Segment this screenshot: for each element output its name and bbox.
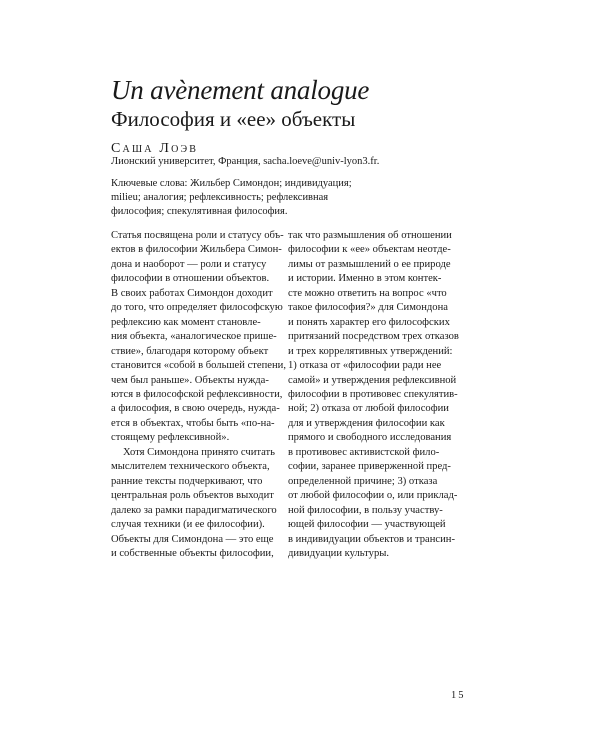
body-line: философии к «ее» объектам неотде- xyxy=(288,244,451,256)
abstract-column-left xyxy=(111,229,286,561)
body-line: для и утверждения философии как xyxy=(288,417,445,429)
body-line: ется в объектах, чтобы быть «по-на- xyxy=(111,417,275,429)
article-subtitle: Философия и «ее» объекты xyxy=(111,107,356,131)
article-title: Un avènement analogue xyxy=(111,75,370,105)
body-line: лимы от размышлений о ее природе xyxy=(288,258,451,270)
body-line: философии в отношении объектов. xyxy=(111,273,270,285)
body-line: ранние тексты подчеркивают, что xyxy=(111,475,263,487)
body-line: центральная роль объектов выходит xyxy=(111,490,274,502)
body-line: стоящему рефлексивной». xyxy=(111,432,230,444)
body-line: рефлексию как момент становле- xyxy=(111,316,261,328)
body-line: от любой философии о, или приклад- xyxy=(288,490,458,502)
body-line: дивидуации культуры. xyxy=(288,547,390,559)
body-line: случая техники (и ее философии). xyxy=(111,519,265,531)
body-line: ной; 2) отказа от любой философии xyxy=(288,403,449,415)
body-line: прямого и свободного исследования xyxy=(288,432,452,444)
body-line: Статья посвящена роли и статусу объ- xyxy=(111,230,284,241)
body-line: В своих работах Симондон доходит xyxy=(111,287,273,299)
body-line: сте можно ответить на вопрос «что xyxy=(288,287,447,299)
body-line: и собственные объекты философии, xyxy=(111,547,274,559)
keywords-block xyxy=(111,177,351,219)
body-line: Объекты для Симондона — это еще xyxy=(111,533,274,545)
body-line: так что размышления об отношении xyxy=(288,230,452,241)
body-line: софии, заранее приверженной пред- xyxy=(288,461,451,473)
body-line: и понять характер его философских xyxy=(288,316,450,328)
body-line: и трех коррелятивных утверждений: xyxy=(288,345,453,357)
body-line: ния объекта, «аналогическое прише- xyxy=(111,331,277,343)
body-line: ектов в философии Жильбера Симон- xyxy=(111,244,282,256)
body-line: притязаний посредством трех отказов xyxy=(288,331,459,343)
keywords-line: Ключевые слова: Жильбер Симондон; индивидуация; xyxy=(111,178,352,189)
keywords-line: milieu; аналогия; рефлексивность; рефлексивная xyxy=(111,192,329,203)
body-line: Хотя Симондона принято считать xyxy=(123,446,276,458)
body-line: ной философии, в пользу участву- xyxy=(288,504,443,516)
body-line: а философия, в свою очередь, нужда- xyxy=(111,403,280,415)
body-line: в индивидуации объектов и трансин- xyxy=(288,533,455,545)
body-line: в противовес активистской фило- xyxy=(288,446,440,458)
page-number: 15 xyxy=(451,690,466,701)
body-line: мыслителем технического объекта, xyxy=(111,461,270,473)
body-line: чем был раньше». Объекты нужда- xyxy=(111,374,269,386)
body-line: 1) отказа от «философии ради нее xyxy=(288,360,442,372)
body-line: самой» и утверждения рефлексивной xyxy=(288,374,457,386)
body-line: далеко за рамки парадигматического xyxy=(111,504,277,516)
body-line: определенной причине; 3) отказа xyxy=(288,475,438,487)
author-affiliation: Лионский университет, Франция, sacha.loeve@univ-lyon3.fr. xyxy=(111,156,380,167)
keywords-line: философия; спекулятивная философия. xyxy=(111,206,288,217)
body-line: такое философия?» для Симондона xyxy=(288,302,448,314)
abstract-column-right xyxy=(288,229,463,561)
body-line: до того, что определяет философскую xyxy=(111,302,283,314)
body-line: становится «собой в большей степени, xyxy=(111,360,286,372)
body-line: ющей философии — участвующей xyxy=(288,519,446,531)
body-line: философии в противовес спекулятив- xyxy=(288,388,458,400)
body-line: дона и наоборот — роли и статусу xyxy=(111,258,267,270)
body-line: ствие», благодаря которому объект xyxy=(111,345,269,357)
author-name: Саша Лоэв xyxy=(111,141,199,156)
body-line: и истории. Именно в этом контек- xyxy=(288,273,442,285)
body-line: ются в философской рефлексивности, xyxy=(111,388,283,400)
